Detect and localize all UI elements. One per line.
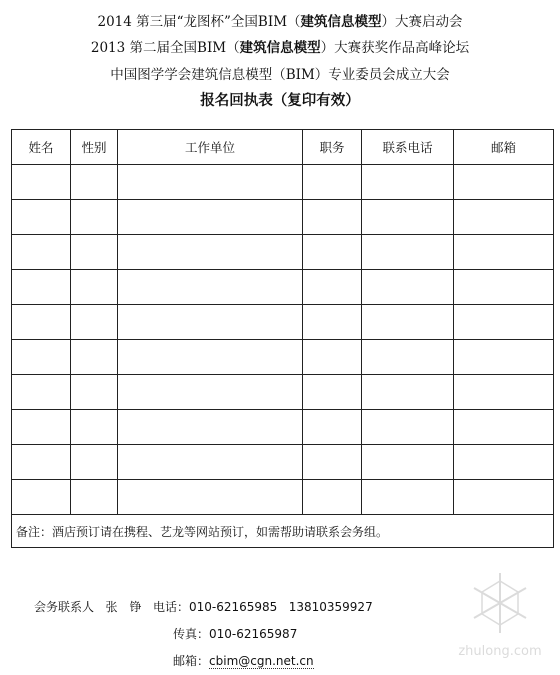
- table-cell[interactable]: [362, 235, 454, 270]
- table-cell[interactable]: [362, 410, 454, 445]
- table-cell[interactable]: [362, 200, 454, 235]
- table-cell[interactable]: [118, 165, 303, 200]
- table-row: [12, 410, 554, 445]
- table-row: [12, 270, 554, 305]
- table-row: [12, 340, 554, 375]
- table-cell[interactable]: [303, 200, 362, 235]
- column-header-employer: 工作单位: [118, 130, 303, 165]
- table-cell[interactable]: [12, 410, 71, 445]
- table-cell[interactable]: [12, 200, 71, 235]
- table-cell[interactable]: [303, 165, 362, 200]
- table-cell[interactable]: [71, 445, 118, 480]
- email-line: [173, 652, 314, 669]
- table-row: [12, 305, 554, 340]
- column-header-gender: 性别: [71, 130, 118, 165]
- table-cell[interactable]: [454, 270, 554, 305]
- table-cell[interactable]: [118, 340, 303, 375]
- table-row: [12, 235, 554, 270]
- table-cell[interactable]: [362, 305, 454, 340]
- table-cell[interactable]: [71, 480, 118, 515]
- table-row: [12, 165, 554, 200]
- contact-person-line: [34, 598, 373, 615]
- table-cell[interactable]: [454, 340, 554, 375]
- table-cell[interactable]: [71, 235, 118, 270]
- table-cell[interactable]: [362, 375, 454, 410]
- contact-person-label: 会务联系人: [34, 600, 95, 614]
- table-cell[interactable]: [303, 410, 362, 445]
- registration-table: [11, 129, 554, 548]
- table-cell[interactable]: [12, 375, 71, 410]
- table-cell[interactable]: [118, 235, 303, 270]
- column-header-phone: 联系电话: [362, 130, 454, 165]
- heading-line-1: [0, 10, 560, 30]
- table-cell[interactable]: [303, 480, 362, 515]
- table-row: [12, 445, 554, 480]
- table-cell[interactable]: [362, 480, 454, 515]
- heading-line-2-part-c: ）大赛获奖作品高峰论坛: [320, 40, 470, 56]
- phone-number-1: 010-62165985: [188, 600, 278, 614]
- table-cell[interactable]: [118, 445, 303, 480]
- table-cell[interactable]: [303, 445, 362, 480]
- table-cell[interactable]: [12, 305, 71, 340]
- table-cell[interactable]: [12, 340, 71, 375]
- table-cell[interactable]: [362, 165, 454, 200]
- table-cell[interactable]: [71, 165, 118, 200]
- table-cell[interactable]: [362, 445, 454, 480]
- contact-person-name: 张 铮: [105, 600, 142, 614]
- note-text: 备注：酒店预订请在携程、艺龙等网站预订，如需帮助请联系会务组。: [12, 515, 554, 548]
- heading-line-1-bold: 建筑信息模型: [300, 14, 382, 30]
- fax-label: 传真：: [173, 627, 210, 641]
- fax-number: 010-62165987: [209, 627, 298, 641]
- table-cell[interactable]: [118, 200, 303, 235]
- email-label: 邮箱：: [173, 654, 210, 668]
- table-body: [12, 165, 554, 515]
- column-header-name: 姓名: [12, 130, 71, 165]
- table-cell[interactable]: [12, 165, 71, 200]
- table-cell[interactable]: [12, 445, 71, 480]
- table-cell[interactable]: [71, 410, 118, 445]
- note-row: [12, 515, 554, 548]
- table-cell[interactable]: [118, 480, 303, 515]
- table-cell[interactable]: [303, 235, 362, 270]
- heading-line-3: 中国图学学会建筑信息模型（BIM）专业委员会成立大会: [110, 67, 450, 83]
- column-header-email: 邮箱: [454, 130, 554, 165]
- watermark-text: zhulong.com: [458, 644, 542, 659]
- heading-line-2: [0, 36, 560, 56]
- heading-line-1-part-a: 2014 第三届“龙图杯”全国BIM（: [97, 14, 301, 30]
- table-cell[interactable]: [118, 270, 303, 305]
- table-cell[interactable]: [454, 235, 554, 270]
- zhulong-watermark-logo: [455, 565, 545, 665]
- heading-line-2-bold: 建筑信息模型: [239, 40, 321, 56]
- table-header-row: [12, 130, 554, 165]
- email-link[interactable]: cbim@cgn.net.cn: [209, 654, 314, 668]
- table-cell[interactable]: [303, 270, 362, 305]
- table-row: [12, 480, 554, 515]
- table-cell[interactable]: [71, 375, 118, 410]
- table-cell[interactable]: [12, 270, 71, 305]
- table-cell[interactable]: [303, 340, 362, 375]
- watermark-snowflake-icon: [474, 573, 526, 633]
- table-cell[interactable]: [454, 375, 554, 410]
- table-cell[interactable]: [454, 165, 554, 200]
- phone-number-2: 13810359927: [288, 600, 373, 614]
- table-cell[interactable]: [303, 375, 362, 410]
- table-cell[interactable]: [303, 305, 362, 340]
- column-header-position: 职务: [303, 130, 362, 165]
- table-cell[interactable]: [71, 200, 118, 235]
- table-cell[interactable]: [362, 270, 454, 305]
- table-cell[interactable]: [71, 340, 118, 375]
- table-cell[interactable]: [71, 270, 118, 305]
- heading-line-1-part-c: ）大赛启动会: [381, 14, 463, 30]
- table-cell[interactable]: [12, 235, 71, 270]
- table-row: [12, 200, 554, 235]
- table-cell[interactable]: [71, 305, 118, 340]
- table-cell[interactable]: [454, 305, 554, 340]
- table-cell[interactable]: [12, 480, 71, 515]
- table-cell[interactable]: [454, 410, 554, 445]
- heading-line-2-part-a: 2013 第二届全国BIM（: [90, 40, 240, 56]
- table-cell[interactable]: [454, 480, 554, 515]
- fax-line: [173, 625, 297, 642]
- table-cell[interactable]: [362, 340, 454, 375]
- table-cell[interactable]: [118, 305, 303, 340]
- table-row: [12, 375, 554, 410]
- form-title: 报名回执表（复印有效）: [200, 92, 360, 109]
- phone-label: 电话：: [152, 600, 189, 614]
- table-cell[interactable]: [454, 445, 554, 480]
- table-cell[interactable]: [118, 410, 303, 445]
- table-cell[interactable]: [454, 200, 554, 235]
- table-cell[interactable]: [118, 375, 303, 410]
